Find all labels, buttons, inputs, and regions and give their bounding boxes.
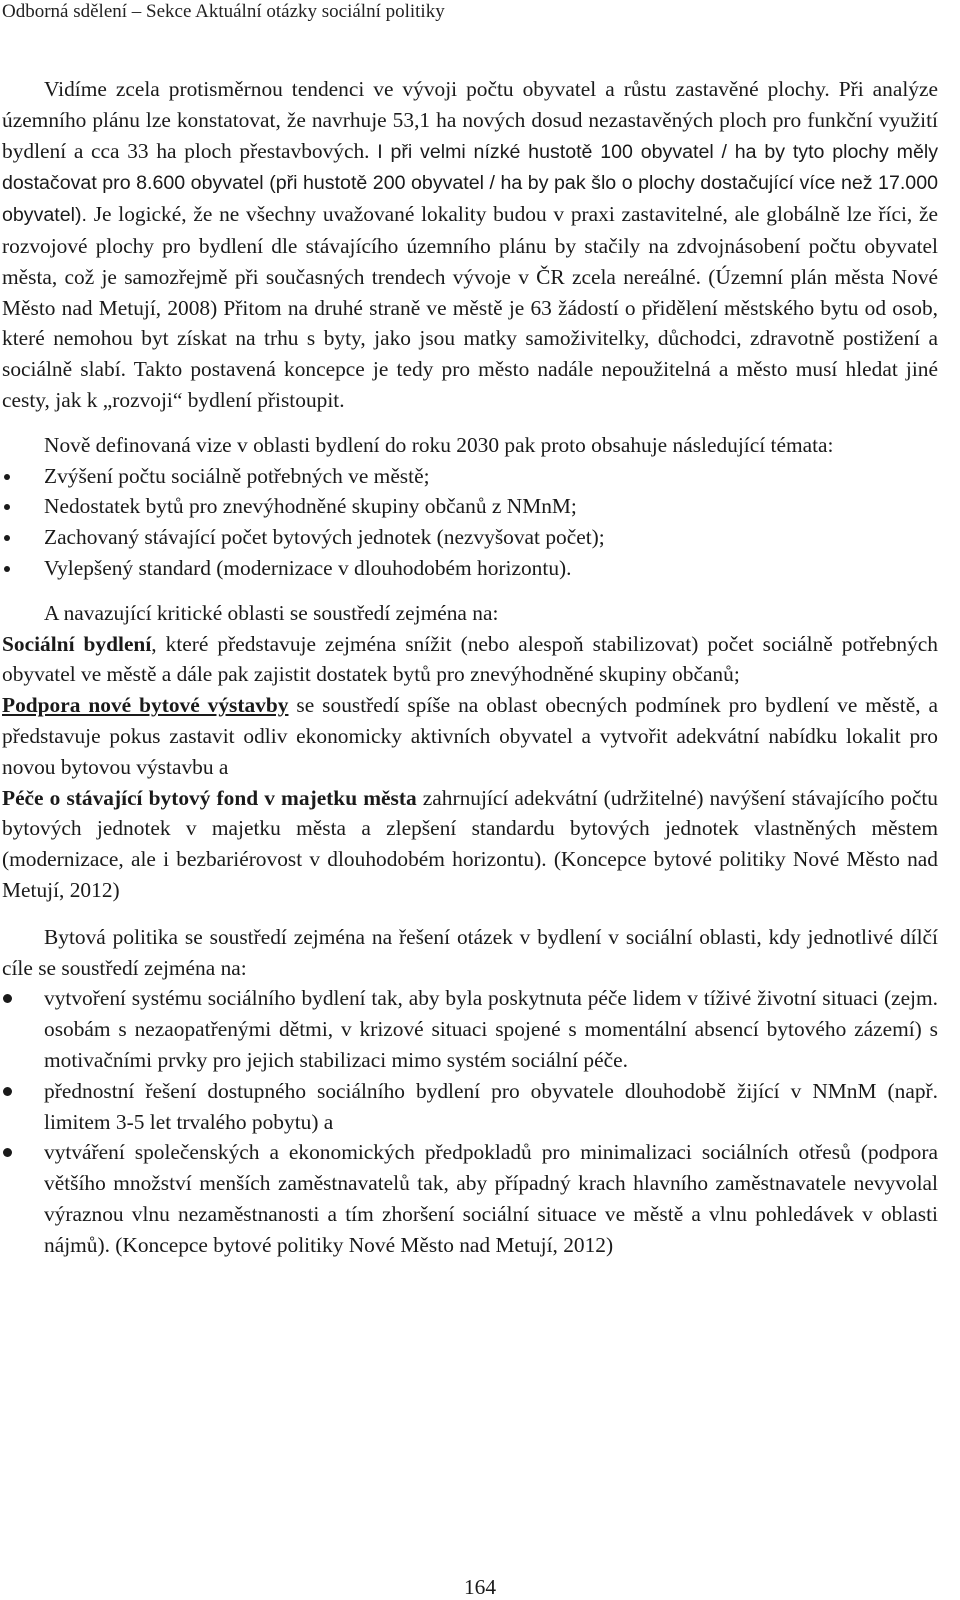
list-item: vytváření společenských a ekonomických předpokladů pro minimalizaci sociálních otřesů (podpora většího množství menších zaměstnavatelů tak, aby případný krach hlavního zaměstnavatele nevyvolal výraznou vlnu nezaměstnanosti a tím zhoršení sociální situace ve městě a vlnu pohledávek v oblasti nájmů). (Koncepce bytové politiky Nové Město nad Metují, 2012) [2, 1137, 938, 1260]
paragraph-land-use-part-e: Takto postavená koncepce je tedy pro město nadále nepoužitelná a město musí hledat jiné cesty, jak k „rozvoji“ bydlení přistoupit. [2, 357, 938, 412]
area-new-construction [2, 690, 938, 782]
paragraph-land-use-part-d: (Územní plán města Nové Město nad Metují, 2008) Přitom na druhé straně ve městě je 63 žádostí o přidělení městského bytu od osob, které nemohou byt získat na trhu s byty, jako jsou matky samoživitelky, důchodci, zdravotně postižení a sociálně slabí. [2, 264, 939, 382]
area-housing-stock-text: zahrnující adekvátní (udržitelné) navýšení stávajícího počtu bytových jednotek v majetku města a zlepšení standardu bytových jednotek vlastněných městem (modernizace, ale i bezbariérovost v dlouhodobém horizontu). (Koncepce bytové politiky Nové Město nad Metují, 2012) [2, 785, 939, 902]
area-new-construction-title: Podpora nové bytové výstavby [2, 693, 289, 718]
paragraph-critical-areas-intro: A navazující kritické oblasti se soustředí zejména na: [44, 600, 499, 625]
area-social-housing [2, 629, 938, 691]
area-new-construction-text: se soustředí spíše na oblast obecných podmínek pro bydlení ve městě, a představuje pokus zastavit odliv ekonomicky aktivních obyvatel a vytvořit adekvátní nabídku lokalit pro novou bytovou výstavbu a [2, 693, 938, 779]
vision-topics-list [2, 461, 938, 584]
paragraph-land-use [2, 74, 938, 416]
paragraph-vision: Nově definovaná vize v oblasti bydlení do roku 2030 pak proto obsahuje následující témata: [44, 432, 834, 457]
area-housing-stock [2, 783, 938, 906]
list-item: Nedostatek bytů pro znevýhodněné skupiny občanů z NMnM; [2, 491, 938, 522]
page-body [2, 74, 938, 1260]
page-number: 164 [463, 1575, 497, 1599]
area-social-housing-title: Sociální bydlení [2, 631, 152, 656]
list-item: přednostní řešení dostupného sociálního bydlení pro obyvatele dlouhodobě žijící v NMnM (např. limitem 3-5 let trvalého pobytu) a [2, 1076, 938, 1138]
paragraph-housing-policy: Bytová politika se soustředí zejména na řešení otázek v bydlení v sociální oblasti, kdy jednotlivé dílčí cíle se soustředí zejména na: [2, 924, 938, 980]
area-housing-stock-title: Péče o stávající bytový fond v majetku města [2, 785, 417, 810]
area-social-housing-text: , které představuje zejména snížit (nebo alespoň stabilizovat) počet sociálně potřebných obyvatel ve městě a dále pak zajistit dostatek bytů pro znevýhodněné skupiny občanů; [2, 631, 938, 687]
paragraph-land-use-part-a: Vidíme zcela protisměrnou tendenci ve vývoji počtu obyvatel a růstu zastavěné plochy. Při analýze územního plánu lze konstatovat, že navrhuje 53,1 ha nových dosud nezastavěných ploch pro funkční využití bydlení a cca 33 ha ploch přestavbových. [2, 77, 938, 163]
list-item: Zvýšení počtu sociálně potřebných ve městě; [2, 461, 938, 492]
list-item: vytvoření systému sociálního bydlení tak, aby byla poskytnuta péče lidem v tíživé životní situaci (zejm. osobám s nezaopatřenými dětmi, v krizové situaci spojené s momentální absencí bytového zázemí) s motivačními prvky pro jejich stabilizaci mimo systém sociální péče. [2, 983, 938, 1075]
list-item: Zachovaný stávající počet bytových jednotek (nezvyšovat počet); [2, 522, 938, 553]
paragraph-land-use-part-c: Je logické, že ne všechny uvažované lokality budou v praxi zastavitelné, ale globálně lze říci, že rozvojové plochy pro bydlení dle stávajícího územního plánu by stačily na zdvojnásobení počtu obyvatel města, což je samozřejmě při současných trendech vývoje v ČR zcela nereálné. [2, 202, 938, 289]
policy-goals-list [2, 983, 938, 1260]
paragraph-land-use-density: I při velmi nízké hustotě 100 obyvatel / ha by tyto plochy měly dostačovat pro 8.600 obyvatel (při hustotě 200 obyvatel / ha by pak šlo o plochy dostačující více než 17.000 obyvatel). [2, 140, 939, 227]
list-item: Vylepšený standard (modernizace v dlouhodobém horizontu). [2, 553, 938, 584]
running-header: Odborná sdělení – Sekce Aktuální otázky sociální politiky [2, 1, 445, 22]
